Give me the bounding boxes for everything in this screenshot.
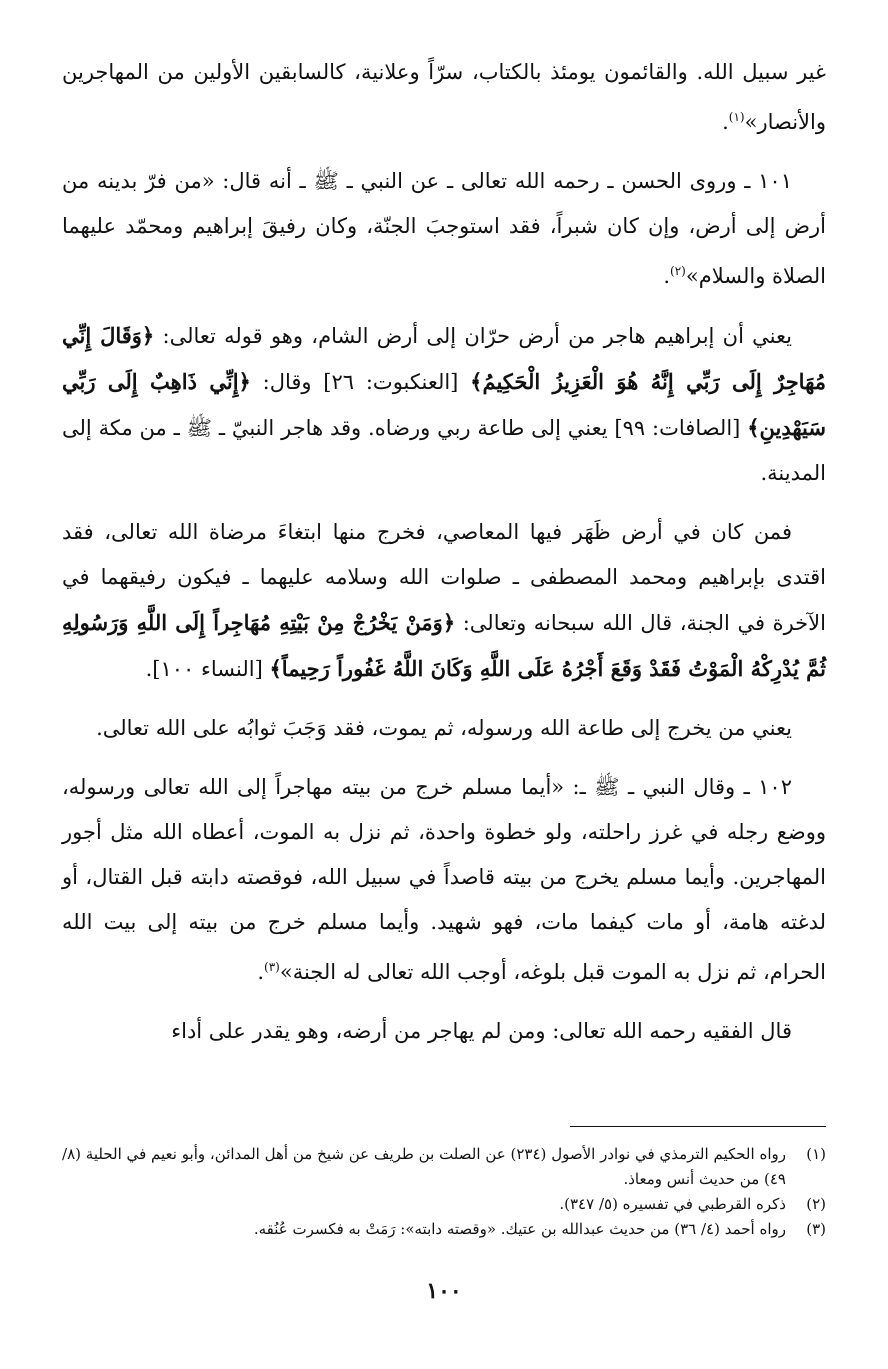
footnote-text: رواه الحكيم الترمذي في نوادر الأصول (٢٣٤) عن الصلت بن طريف عن شيخ من أهل المدائن، وأبو نعيم في الحلية (٨/ ٤٩) من حديث أنس ومعاذ. bbox=[62, 1145, 786, 1188]
paragraph-text: [الصافات: ٩٩] يعني إلى طاعة ربي ورضاه. وقد هاجر النبيّ ـ ﷺ ـ من مكة إلى المدينة. bbox=[62, 416, 826, 485]
quran-verse: ﴿وَمَنْ يَخْرُجْ مِنْ بَيْتِهِ مُهَاجِراً إِلَى اللَّهِ وَرَسُولِهِ ثُمَّ يُدْرِكْهُ الْمَوْتُ فَقَدْ وَقَعَ أَجْرُهُ عَلَى اللَّهِ وَكَانَ اللَّهُ غَفُوراً رَحِيماً﴾ bbox=[62, 610, 826, 681]
footnote-number: (٣) bbox=[806, 1220, 826, 1238]
paragraph-text: قال الفقيه رحمه الله تعالى: ومن لم يهاجر من أرضه، وهو يقدر على أداء bbox=[171, 1019, 792, 1043]
footnote-ref-2: (٢) bbox=[670, 264, 686, 278]
footnote-2 bbox=[62, 1192, 826, 1217]
paragraph-5 bbox=[62, 706, 826, 751]
footnote-ref-3: (٣) bbox=[264, 960, 280, 974]
paragraph-1 bbox=[62, 50, 826, 145]
paragraph-text: . bbox=[722, 110, 729, 134]
footnote-text: ذكره القرطبي في تفسيره (٥/ ٣٤٧). bbox=[559, 1195, 786, 1213]
paragraph-text: غير سبيل الله. والقائمون يومئذ بالكتاب، سرّاً وعلانية، كالسابقين الأولين من المهاجرين والأنصار» bbox=[62, 60, 826, 134]
footnote-text: رواه أحمد (٤/ ٣٦) من حديث عبدالله بن عتيك. «وقصته دابته»: رَمَتْ به فكسرت عُنُقه. bbox=[253, 1220, 786, 1238]
verse-reference: [العنكبوت: ٢٦] وقال: bbox=[262, 370, 459, 394]
page-number: ١٠٠ bbox=[426, 1278, 462, 1304]
footnote-3 bbox=[62, 1217, 826, 1242]
quran-verse: ﴿إِنِّي ذَاهِبٌ إِلَى رَبِّي سَيَهْدِينِ﴾ bbox=[62, 369, 826, 440]
book-page bbox=[62, 50, 826, 1350]
paragraph-4 bbox=[62, 510, 826, 692]
footnote-ref-1: (١) bbox=[728, 110, 745, 124]
footnote-divider bbox=[570, 1126, 826, 1127]
hadith-101 bbox=[62, 159, 826, 299]
paragraph-text: يعني أن إبراهيم هاجر من أرض حرّان إلى أرض الشام، وهو قوله تعالى: bbox=[162, 324, 792, 348]
hadith-text: ١٠١ ـ وروى الحسن ـ رحمه الله تعالى ـ عن النبي ـ ﷺ ـ أنه قال: «من فرّ بدينه من أرض إلى أرض، وإن كان شبراً، فقد استوجبَ الجنّة، وكان رفيقَ إبراهيم ومحمّد عليهما الصلاة والسلام» bbox=[62, 169, 826, 288]
paragraph-7 bbox=[62, 1009, 826, 1054]
hadith-102 bbox=[62, 765, 826, 995]
hadith-text: ١٠٢ ـ وقال النبي ـ ﷺ ـ: «أيما مسلم خرج من بيته مهاجراً إلى الله تعالى ورسوله، ووضع رجله في غرز راحلته، ولو خطوة واحدة، ثم نزل به الموت، أعطاه الله مثل أجور المهاجرين. وأيما مسلم يخرج من بيته قاصداً في سبيل الله، فوقصته دابته قبل القتال، أو لدغته هامة، أو مات كيفما مات، فهو شهيد. وأيما مسلم خرج من بيته إلى بيت الله الحرام، ثم نزل به الموت قبل بلوغه، أوجب الله تعالى له الجنة» bbox=[62, 775, 826, 984]
quran-verse: ﴿وَقَالَ إِنِّي مُهَاجِرٌ إِلَى رَبِّي إِنَّهُ هُوَ الْعَزِيزُ الْحَكِيمُ﴾ bbox=[62, 323, 827, 394]
verse-reference: [النساء ١٠٠]. bbox=[145, 657, 263, 681]
paragraph-text: فمن كان في أرض ظَهَر فيها المعاصي، فخرج منها ابتغاءَ مرضاة الله تعالى، فقد اقتدى بإبراهيم ومحمد المصطفى ـ صلوات الله وسلامه عليهما ـ فيكون رفيقهما في الآخرة في الجنة، قال الله سبحانه وتعالى: bbox=[62, 520, 826, 635]
footnote-1 bbox=[62, 1142, 826, 1192]
paragraph-text: . bbox=[257, 960, 265, 984]
paragraph-text: . bbox=[663, 264, 671, 288]
footnote-number: (٢) bbox=[806, 1195, 826, 1213]
paragraph-3 bbox=[62, 313, 826, 496]
paragraph-text: يعني من يخرج إلى طاعة الله ورسوله، ثم يموت، فقد وَجَبَ ثوابُه على الله تعالى. bbox=[96, 716, 792, 740]
footnote-number: (١) bbox=[806, 1145, 826, 1163]
footnotes bbox=[62, 1142, 826, 1242]
